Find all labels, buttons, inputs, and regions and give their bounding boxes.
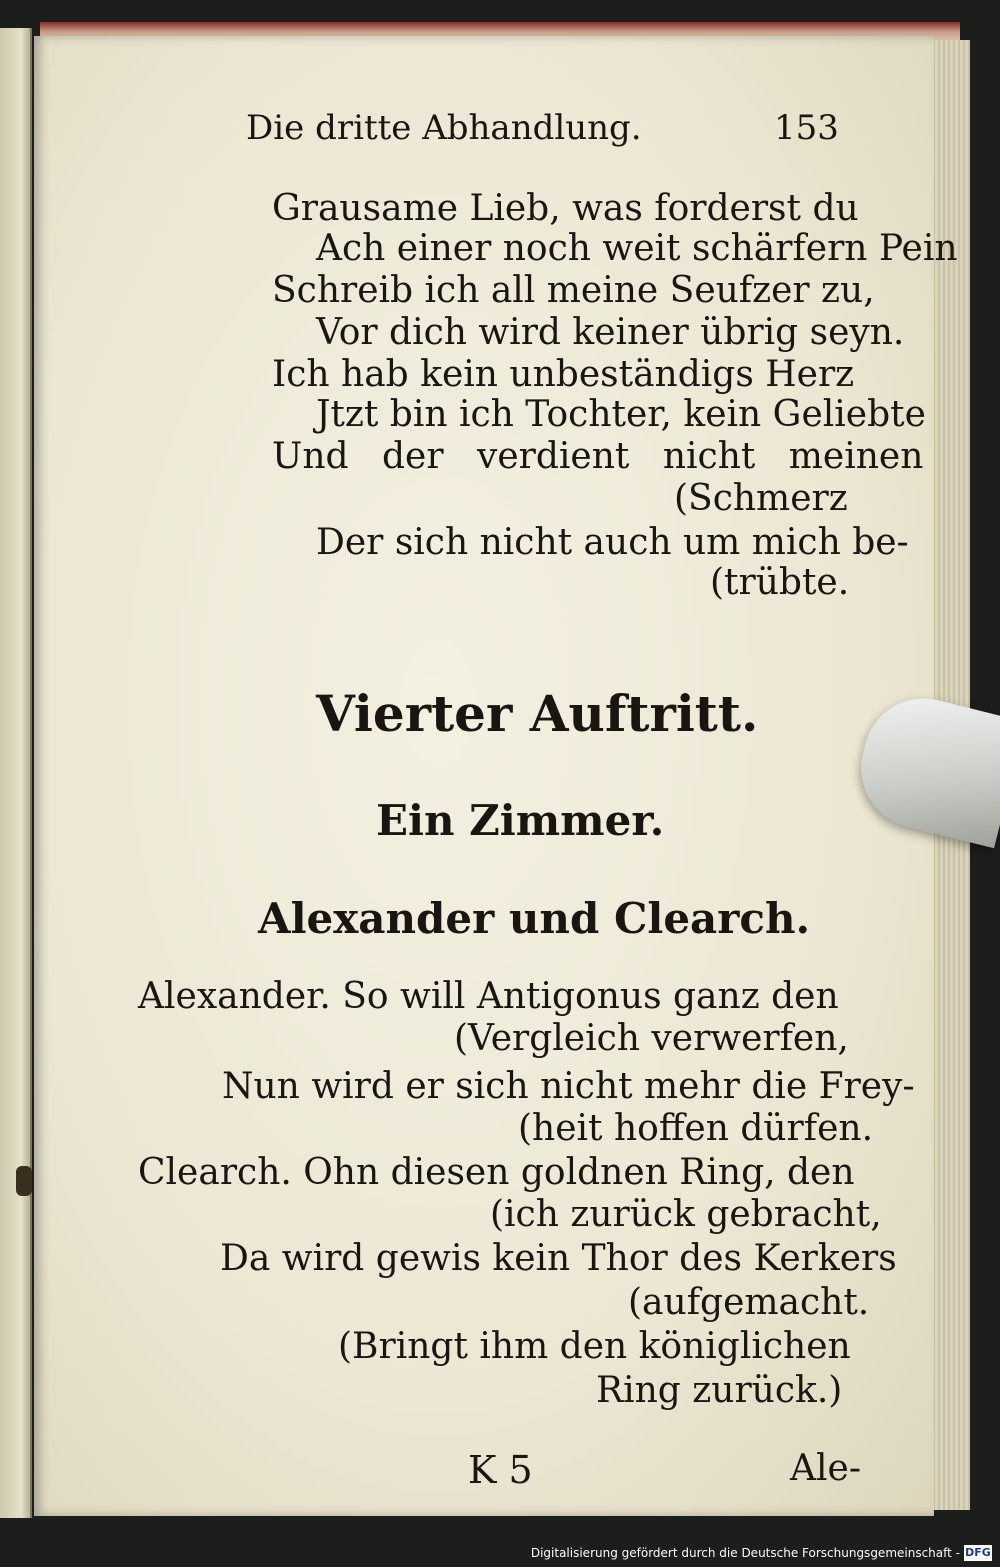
setting-heading: Ein Zimmer. — [376, 796, 665, 845]
verse-line: Und der verdient nicht meinen — [272, 436, 924, 477]
verse-line: Der sich nicht auch um mich be- — [316, 522, 909, 563]
scene-heading: Vierter Auftritt. — [316, 684, 759, 743]
verse-line: Schreib ich all meine Seufzer zu, — [272, 270, 875, 311]
verse-line: Ach einer noch weit schärfern Pein — [316, 228, 958, 269]
stage-direction: Ring zurück.) — [596, 1370, 843, 1411]
verse-line: Ich hab kein unbeständigs Herz — [272, 354, 855, 395]
book-page — [34, 36, 958, 1516]
characters-heading: Alexander und Clearch. — [258, 894, 811, 943]
page-number: 153 — [774, 108, 839, 148]
previous-page-edge — [0, 28, 32, 1518]
dialogue-line: (aufgemacht. — [628, 1282, 870, 1323]
verse-line: (Schmerz — [674, 478, 848, 519]
stage-direction: (Bringt ihm den königlichen — [338, 1326, 851, 1367]
dialogue-line: Nun wird er sich nicht mehr die Frey- — [222, 1066, 915, 1107]
digitization-credit: Digitalisierung gefördert durch die Deutsche Forschungsgemeinschaft - — [530, 1546, 960, 1560]
verse-line: Vor dich wird keiner übrig seyn. — [316, 312, 905, 353]
dialogue-line: Alexander. So will Antigonus ganz den — [138, 976, 839, 1017]
signature-mark: K 5 — [468, 1448, 533, 1492]
verse-line: Grausame Lieb, was forderst du — [272, 188, 859, 229]
dialogue-line: (ich zurück gebracht, — [490, 1194, 882, 1235]
catchword: Ale- — [790, 1448, 861, 1489]
running-title: Die dritte Abhandlung. — [246, 108, 642, 148]
dialogue-line: (heit hoffen dürfen. — [518, 1108, 874, 1149]
verse-line: Jtzt bin ich Tochter, kein Geliebte — [316, 394, 926, 435]
dialogue-line: Da wird gewis kein Thor des Kerkers — [220, 1238, 897, 1279]
dialogue-line: Clearch. Ohn diesen goldnen Ring, den — [138, 1152, 855, 1193]
binding-thread — [16, 1166, 32, 1196]
dfg-logo: DFG — [965, 1546, 991, 1559]
dialogue-line: (Vergleich verwerfen, — [454, 1018, 849, 1059]
verse-line: (trübte. — [710, 562, 850, 603]
